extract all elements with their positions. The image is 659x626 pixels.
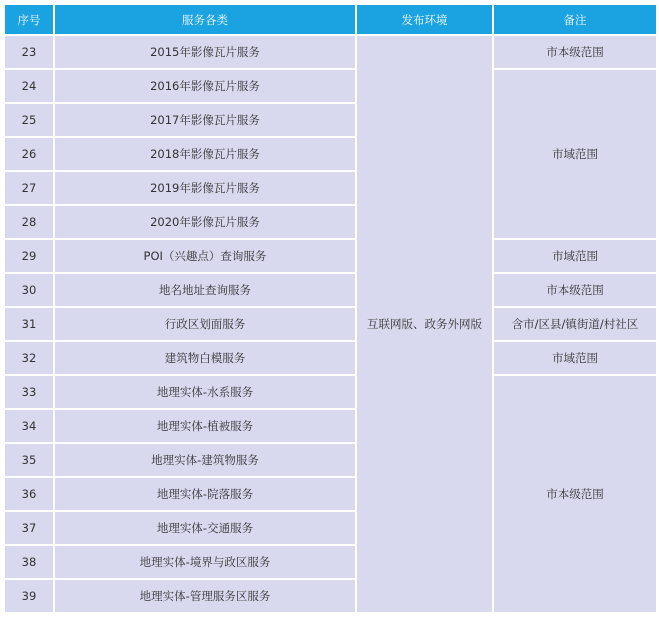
- cell-note: 市域范围: [494, 240, 656, 272]
- table-row: [5, 308, 656, 340]
- cell-seq: 31: [5, 308, 53, 340]
- cell-seq: 35: [5, 444, 53, 476]
- cell-seq: 30: [5, 274, 53, 306]
- header-env: 发布环境: [357, 5, 492, 34]
- cell-seq: 37: [5, 512, 53, 544]
- table-row: [5, 342, 656, 374]
- cell-name: 2016年影像瓦片服务: [55, 70, 355, 102]
- table-row: [5, 70, 656, 102]
- cell-seq: 25: [5, 104, 53, 136]
- cell-name: 2015年影像瓦片服务: [55, 36, 355, 68]
- cell-seq: 24: [5, 70, 53, 102]
- cell-note: 市域范围: [494, 342, 656, 374]
- cell-name: 地理实体-院落服务: [55, 478, 355, 510]
- cell-note: 市本级范围: [494, 376, 656, 612]
- cell-seq: 39: [5, 580, 53, 612]
- service-table-container: [3, 3, 656, 614]
- cell-name: 地名地址查询服务: [55, 274, 355, 306]
- cell-seq: 23: [5, 36, 53, 68]
- cell-seq: 33: [5, 376, 53, 408]
- table-row: [5, 240, 656, 272]
- header-category: 服务各类: [55, 5, 355, 34]
- cell-name: 2019年影像瓦片服务: [55, 172, 355, 204]
- cell-seq: 32: [5, 342, 53, 374]
- cell-seq: 29: [5, 240, 53, 272]
- cell-name: 行政区划面服务: [55, 308, 355, 340]
- cell-name: 地理实体-管理服务区服务: [55, 580, 355, 612]
- cell-name: 地理实体-水系服务: [55, 376, 355, 408]
- cell-name: 地理实体-交通服务: [55, 512, 355, 544]
- table-row: [5, 376, 656, 408]
- cell-note: 市本级范围: [494, 36, 656, 68]
- header-note: 备注: [494, 5, 656, 34]
- cell-seq: 27: [5, 172, 53, 204]
- cell-note: 市本级范围: [494, 274, 656, 306]
- cell-seq: 38: [5, 546, 53, 578]
- header-seq: 序号: [5, 5, 53, 34]
- cell-seq: 26: [5, 138, 53, 170]
- service-table: [3, 3, 658, 614]
- cell-note: 含市/区县/镇街道/村社区: [494, 308, 656, 340]
- table-header-row: [5, 5, 656, 34]
- cell-name: 2018年影像瓦片服务: [55, 138, 355, 170]
- cell-name: 地理实体-植被服务: [55, 410, 355, 442]
- cell-note: 市域范围: [494, 70, 656, 238]
- cell-name: 2017年影像瓦片服务: [55, 104, 355, 136]
- cell-name: 地理实体-建筑物服务: [55, 444, 355, 476]
- table-row: [5, 274, 656, 306]
- cell-name: 建筑物白模服务: [55, 342, 355, 374]
- cell-name: 2020年影像瓦片服务: [55, 206, 355, 238]
- cell-seq: 34: [5, 410, 53, 442]
- cell-env: 互联网版、政务外网版: [357, 36, 492, 612]
- cell-name: POI（兴趣点）查询服务: [55, 240, 355, 272]
- cell-seq: 28: [5, 206, 53, 238]
- cell-seq: 36: [5, 478, 53, 510]
- table-row: [5, 36, 656, 68]
- cell-name: 地理实体-境界与政区服务: [55, 546, 355, 578]
